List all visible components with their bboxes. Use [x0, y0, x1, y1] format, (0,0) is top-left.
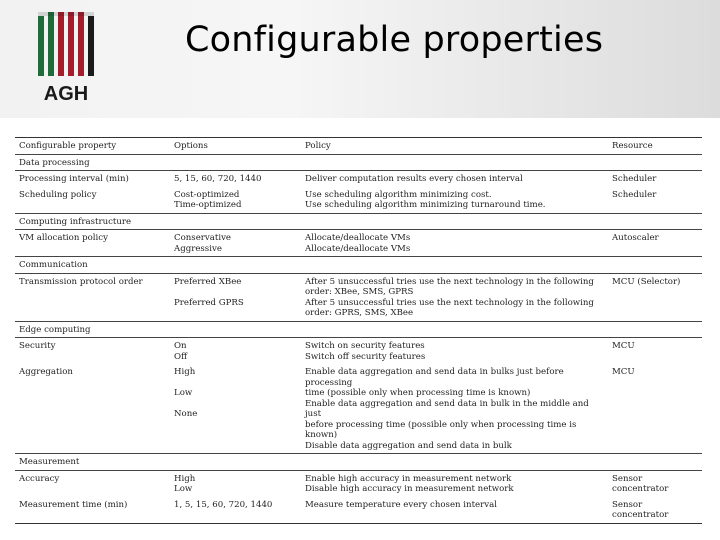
agh-logo-icon	[30, 8, 100, 108]
option-line: Conservative	[174, 233, 232, 243]
cell-property: Scheduling policy	[19, 189, 97, 200]
cell-policy	[301, 171, 608, 187]
group-title: Communication	[15, 257, 702, 274]
policy-line: order: GPRS, SMS, XBee	[305, 308, 414, 318]
policy-line: After 5 unsuccessful tries use the next technology in the following	[305, 297, 594, 308]
table-row	[15, 187, 702, 214]
policy-line: Switch off security features	[305, 351, 426, 362]
table-row	[15, 470, 702, 497]
table-header-row	[15, 138, 702, 155]
properties-table	[15, 137, 702, 524]
option-line: Off	[174, 351, 188, 362]
cell-options	[170, 470, 301, 497]
cell-options	[170, 187, 301, 214]
table-row	[15, 338, 702, 365]
table-row	[15, 230, 702, 257]
group-row	[15, 213, 702, 230]
option-line: Time-optimized	[174, 200, 242, 210]
agh-logo	[30, 8, 100, 108]
table-body	[15, 154, 702, 523]
cell-resource: Sensor concentrator	[612, 499, 669, 520]
cell-property: Transmission protocol order	[15, 273, 170, 321]
group-row	[15, 154, 702, 171]
policy-line: Enable data aggregation and send data in bulk in the middle and just	[305, 398, 589, 419]
header-property: Configurable property	[15, 138, 170, 155]
cell-resource: Scheduler	[612, 189, 657, 200]
policy-line: Enable high accuracy in measurement network	[305, 473, 512, 484]
page-title: Configurable properties	[185, 20, 604, 60]
group-title: Data processing	[15, 154, 702, 171]
policy-line: Allocate/deallocate VMs	[305, 243, 411, 254]
cell-options	[170, 171, 301, 187]
option-line: Low	[174, 388, 193, 398]
cell-property: Accuracy	[15, 470, 170, 497]
header-options: Options	[170, 138, 301, 155]
option-line: On	[174, 341, 187, 351]
cell-policy	[301, 273, 608, 321]
table-row	[15, 497, 702, 524]
policy-line: Allocate/deallocate VMs	[305, 233, 411, 243]
table-row	[15, 273, 702, 321]
cell-resource: MCU (Selector)	[608, 273, 702, 321]
table-row	[15, 171, 702, 187]
cell-options	[170, 338, 301, 365]
option-line: None	[174, 409, 198, 419]
option-line: Cost-optimized	[174, 189, 240, 200]
cell-policy	[301, 470, 608, 497]
policy-line: Enable data aggregation and send data in bulks just before processing	[305, 367, 564, 388]
cell-resource: MCU	[612, 367, 635, 377]
cell-policy	[301, 230, 608, 257]
header-resource: Resource	[608, 138, 702, 155]
option-line: Low	[174, 484, 193, 494]
option-line: Preferred XBee	[174, 276, 242, 287]
policy-line: before processing time (possible only when processing time is known)	[305, 419, 577, 440]
cell-resource: MCU	[608, 338, 702, 365]
cell-options	[170, 497, 301, 524]
cell-resource: Autoscaler	[608, 230, 702, 257]
option-line: Aggressive	[174, 243, 222, 254]
policy-line: time (possible only when processing time is known)	[305, 388, 531, 398]
cell-property: Processing interval (min)	[15, 171, 170, 187]
group-row	[15, 454, 702, 471]
policy-line: Use scheduling algorithm minimizing turnaround time.	[305, 200, 546, 210]
policy-line: Disable data aggregation and send data in bulk	[305, 440, 512, 451]
cell-options	[170, 273, 301, 321]
cell-policy	[301, 364, 608, 454]
header-policy: Policy	[301, 138, 608, 155]
logo-text: AGH	[43, 83, 89, 105]
option-line	[174, 399, 297, 410]
option-line: Preferred GPRS	[174, 297, 244, 308]
policy-line: Disable high accuracy in measurement network	[305, 484, 514, 494]
option-line	[174, 378, 297, 389]
policy-line: Use scheduling algorithm minimizing cost.	[305, 189, 492, 200]
properties-table-wrapper	[15, 137, 702, 524]
policy-line: Switch on security features	[305, 341, 425, 351]
option-line: High	[174, 367, 196, 377]
group-title: Measurement	[15, 454, 702, 471]
table-row	[15, 364, 702, 454]
cell-property: VM allocation policy	[15, 230, 170, 257]
cell-resource: Scheduler	[608, 171, 702, 187]
option-line: 5, 15, 60, 720, 1440	[174, 174, 262, 184]
group-row	[15, 321, 702, 338]
cell-options	[170, 364, 301, 454]
cell-property: Measurement time (min)	[19, 499, 128, 510]
group-row	[15, 257, 702, 274]
option-line: High	[174, 473, 196, 484]
cell-options	[170, 230, 301, 257]
policy-line: Deliver computation results every chosen interval	[305, 174, 523, 184]
cell-property: Aggregation	[19, 367, 73, 377]
group-title: Edge computing	[15, 321, 702, 338]
cell-resource: Sensor concentrator	[608, 470, 702, 497]
policy-line: Measure temperature every chosen interval	[305, 499, 497, 510]
cell-policy	[301, 338, 608, 365]
policy-line: order: XBee, SMS, GPRS	[305, 287, 414, 297]
option-line	[174, 287, 297, 298]
option-line: 1, 5, 15, 60, 720, 1440	[174, 499, 273, 510]
cell-policy	[301, 497, 608, 524]
group-title: Computing infrastructure	[15, 213, 702, 230]
cell-policy	[301, 187, 608, 214]
cell-property: Security	[15, 338, 170, 365]
policy-line: After 5 unsuccessful tries use the next technology in the following	[305, 276, 594, 287]
